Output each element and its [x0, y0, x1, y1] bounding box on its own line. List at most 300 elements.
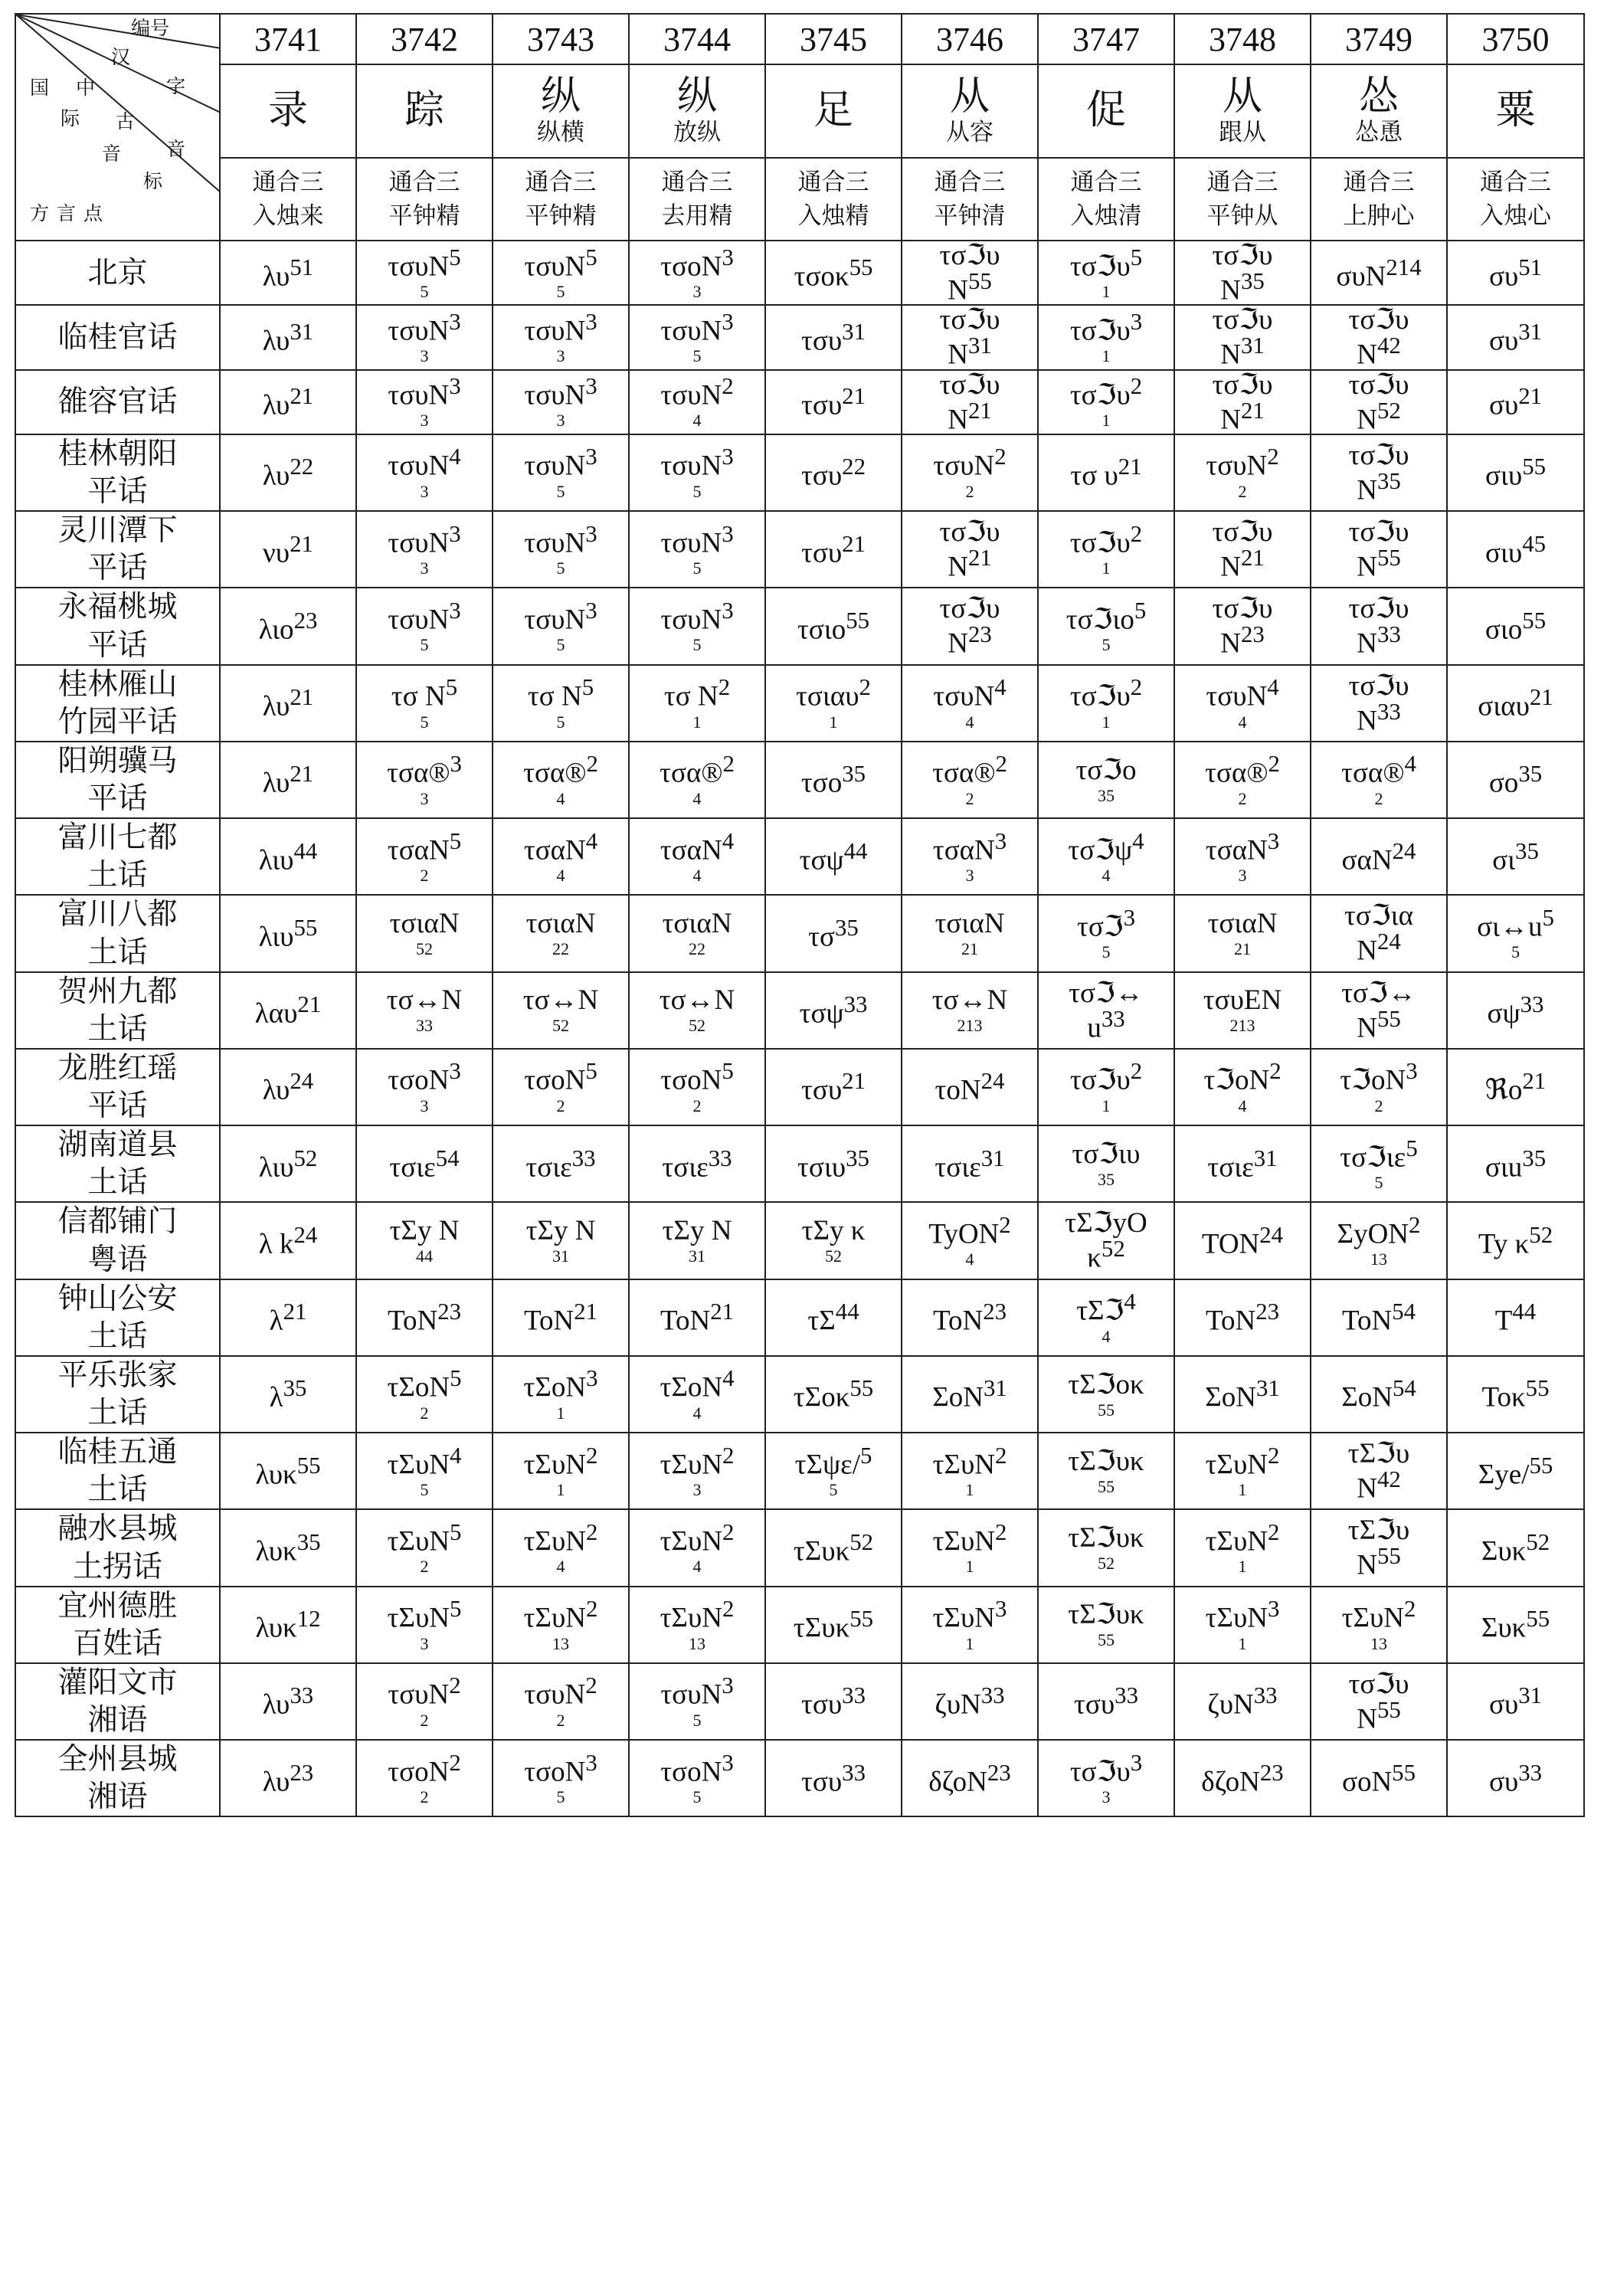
ipa-line [1175, 546, 1310, 581]
ipa-text: τσαN [932, 834, 995, 866]
ipa-line [630, 522, 764, 557]
ipa-cell [493, 370, 629, 434]
tone-subscript: 13 [1370, 1250, 1387, 1269]
tone-subscript: 4 [692, 1557, 702, 1577]
ipa-line [1175, 1060, 1310, 1094]
ipa-cell [356, 1356, 493, 1433]
tone-superscript: 4 [1124, 1289, 1136, 1315]
tone-subscript: 3 [1102, 1787, 1111, 1807]
location-line: 土话 [87, 935, 148, 969]
tone-subscript: 22 [552, 939, 569, 959]
tone-superscript: 5 [859, 1442, 872, 1469]
ipa-cell [765, 818, 902, 895]
tone-superscript: 23 [293, 607, 318, 634]
ipa-text: λυκ [255, 1612, 297, 1644]
ipa-cell [1447, 972, 1584, 1049]
tone-superscript: 3 [722, 597, 734, 624]
ipa-text: τσℑυ [1212, 304, 1273, 336]
mc-category: 通合三 [252, 168, 324, 195]
ipa-cell [1311, 305, 1447, 369]
tone-superscript: 55 [849, 1606, 874, 1633]
ipa-line [902, 270, 1037, 304]
tone-subscript: 4 [1238, 712, 1247, 732]
ipa-text: λυ [262, 767, 290, 799]
ipa-cell [1447, 1740, 1584, 1816]
mc-tone-initial: 入烛来 [252, 202, 324, 229]
char-gloss: 怂恿 [1355, 119, 1403, 146]
ipa-cell [1038, 1279, 1174, 1356]
tone-superscript: 4 [585, 827, 598, 854]
tone-subscript: 13 [1370, 1633, 1387, 1653]
han-character: 粟 [1495, 88, 1536, 133]
tone-superscript: 4 [1267, 674, 1279, 701]
ipa-line [630, 599, 764, 634]
table-row [15, 1049, 1584, 1125]
ipa-cell [356, 511, 493, 588]
tone-superscript: 44 [843, 837, 868, 864]
ipa-cell [220, 1740, 356, 1816]
ipa-cell [1311, 742, 1447, 818]
tone-subscript: 4 [692, 866, 702, 886]
ipa-text: τΣy N [525, 1215, 596, 1247]
tone-superscript: 55 [967, 268, 992, 294]
ipa-cell [356, 1279, 493, 1356]
ipa-cell [1311, 588, 1447, 664]
ipa-line [357, 246, 492, 280]
ipa-line [1448, 1223, 1583, 1258]
ipa-line [1175, 1518, 1310, 1557]
tone-subscript: 52 [416, 939, 433, 959]
ipa-text-wrap: N [1357, 1549, 1377, 1581]
ipa-cell [1174, 665, 1311, 742]
ipa-text: ΣoN [1205, 1381, 1256, 1413]
ipa-line [630, 1751, 764, 1786]
tone-subscript: 4 [1102, 866, 1111, 886]
tone-subscript: 5 [420, 712, 429, 732]
ipa-line [1311, 1466, 1446, 1505]
ipa-cell [1174, 1433, 1311, 1509]
ipa-cell [220, 1509, 356, 1586]
middle-chinese-cell [1447, 158, 1584, 241]
dialect-location [15, 241, 220, 305]
ipa-line [221, 1377, 355, 1411]
ipa-line [902, 1444, 1037, 1479]
tone-superscript: 52 [1376, 397, 1401, 424]
ipa-cell [902, 895, 1038, 971]
tone-superscript: 4 [449, 444, 461, 470]
ipa-line [630, 1672, 764, 1711]
ipa-cell [629, 1509, 765, 1586]
ipa-line [1311, 1515, 1446, 1547]
ipa-text: τσυN [524, 527, 586, 559]
tone-superscript: 35 [1522, 1145, 1547, 1171]
ipa-line [630, 445, 764, 480]
tone-superscript: 55 [846, 607, 870, 634]
tone-superscript: 21 [1240, 397, 1265, 424]
ipa-text: τσυN [660, 450, 722, 482]
ipa-line [902, 1069, 1037, 1104]
ipa-text: λιυ [258, 1151, 294, 1184]
ipa-line [493, 1597, 628, 1632]
ipa-cell [356, 895, 493, 971]
ipa-line [1175, 1444, 1310, 1479]
ipa-line [493, 909, 628, 938]
tone-superscript: 3 [722, 308, 734, 335]
ipa-line [766, 609, 901, 644]
ipa-line [630, 827, 764, 866]
ipa-cell [356, 305, 493, 369]
ipa-text: τσιαN [1207, 908, 1278, 940]
tone-superscript: 33 [1518, 1759, 1543, 1786]
ipa-cell [1038, 972, 1174, 1049]
han-character: 踪 [404, 88, 444, 133]
tone-superscript: 21 [842, 1068, 866, 1095]
ipa-line [493, 375, 628, 409]
tone-subscript: 1 [829, 712, 838, 732]
ipa-cell [1311, 1509, 1447, 1586]
location-line: 湘语 [87, 1780, 148, 1814]
tone-superscript: 3 [586, 1365, 598, 1392]
ipa-text: τΣυN [932, 1449, 996, 1481]
han-character: 从 [1222, 75, 1262, 120]
location-line: 永福桃城 [57, 591, 178, 624]
ipa-text: λ [269, 1381, 283, 1413]
ipa-cell [493, 1740, 629, 1816]
char-cell [356, 64, 493, 158]
ipa-text: τσαN [1205, 834, 1268, 866]
dialect-location [15, 1125, 220, 1202]
ipa-line [221, 1300, 355, 1335]
ipa-text: τσοN [388, 1064, 450, 1096]
tone-subscript: 1 [965, 1633, 974, 1653]
ipa-line [221, 686, 355, 720]
ipa-line [1448, 1682, 1583, 1721]
ipa-line [902, 368, 1037, 401]
ipa-text: συ [1488, 1766, 1519, 1798]
ipa-line [766, 1300, 901, 1335]
ipa-text: τσℑυ [1069, 250, 1131, 282]
ipa-line [766, 676, 901, 710]
tone-superscript: 2 [1404, 1596, 1416, 1623]
tone-superscript: 33 [1376, 698, 1401, 725]
ipa-text: ζυN [935, 1688, 981, 1721]
ipa-line [766, 1528, 901, 1567]
tone-superscript: 5 [1542, 904, 1554, 931]
han-character: 促 [1085, 88, 1126, 133]
han-character: 纵 [540, 75, 581, 120]
tone-subscript: 5 [420, 1480, 429, 1500]
ipa-text: τσℑ↔ [1341, 977, 1416, 1009]
tone-superscript: 45 [1522, 530, 1547, 557]
ipa-cell [1311, 434, 1447, 511]
tone-subscript: 5 [1102, 942, 1111, 962]
ipa-line [1175, 368, 1310, 401]
ipa-text: λυ [262, 260, 290, 292]
ipa-line [357, 445, 492, 480]
ipa-cell [629, 434, 765, 511]
ipa-text: τΣℑoκ [1068, 1368, 1144, 1400]
ipa-line [221, 1069, 355, 1104]
ipa-cell [1174, 1587, 1311, 1663]
tone-superscript: 31 [290, 318, 314, 345]
dialect-location [15, 1433, 220, 1509]
ipa-cell [765, 305, 902, 369]
ipa-text: τσα® [387, 757, 450, 789]
tone-superscript: 5 [450, 1596, 462, 1623]
tone-superscript: 2 [449, 1749, 461, 1776]
ipa-line [766, 320, 901, 355]
ipa-line [1448, 385, 1583, 419]
ipa-line [1448, 991, 1583, 1030]
ipa-line [630, 1300, 764, 1335]
corner-left-3: 际 [61, 109, 80, 129]
ipa-cell [765, 972, 902, 1049]
tone-subscript: 2 [1238, 788, 1247, 808]
ipa-text: TyON [928, 1218, 1000, 1250]
han-character: 纵 [676, 75, 717, 120]
ipa-text-wrap: N [1357, 1703, 1377, 1735]
ipa-text: τσℑυ [1069, 1064, 1131, 1096]
han-character: 怂 [1358, 75, 1399, 120]
mc-category: 通合三 [1206, 168, 1278, 195]
tone-superscript: 2 [995, 751, 1007, 778]
tone-superscript: 55 [1525, 1375, 1550, 1402]
ipa-cell [1447, 588, 1584, 664]
ipa-line [902, 1211, 1037, 1250]
ipa-text: τσαN [660, 834, 722, 866]
ipa-cell [493, 305, 629, 369]
ipa-line [221, 1454, 355, 1489]
ipa-text: τσυN [660, 315, 722, 347]
ipa-line [766, 916, 901, 951]
dialect-location [15, 588, 220, 664]
corner-diag-2: 字 [166, 77, 186, 97]
ipa-cell [1038, 588, 1174, 664]
ipa-text: σοN [1342, 1766, 1393, 1798]
ipa-cell [1174, 305, 1311, 369]
ipa-text: τσℑυ [939, 240, 1000, 271]
tone-superscript: 22 [842, 454, 866, 480]
ipa-text: τσιυ [797, 1151, 846, 1184]
table-row [15, 1356, 1584, 1433]
tone-superscript: 3 [1268, 1596, 1280, 1623]
tone-superscript: 3 [585, 520, 597, 547]
tone-superscript: 52 [849, 1528, 874, 1555]
ipa-line [1039, 979, 1174, 1007]
tone-superscript: 2 [859, 674, 871, 701]
tone-superscript: 3 [1130, 1749, 1143, 1776]
ipa-line [1039, 246, 1174, 280]
ipa-line [357, 984, 492, 1017]
tone-superscript: 5 [450, 1518, 462, 1545]
ipa-text: σιαυ [1478, 690, 1530, 722]
mc-category: 通合三 [1343, 168, 1415, 195]
mc-tone-initial: 平钟清 [934, 202, 1006, 229]
tone-superscript: 3 [585, 1749, 597, 1776]
ipa-text: τσℑυ [1069, 1756, 1131, 1788]
table-row [15, 818, 1584, 895]
tone-subscript: 3 [420, 1633, 429, 1653]
ipa-text: τσℑυ [939, 593, 1000, 625]
mc-category: 通合三 [797, 168, 869, 195]
location-line: 灌阳文市 [57, 1666, 178, 1699]
ipa-text: συ [1488, 389, 1519, 421]
tone-superscript: 21 [290, 761, 314, 788]
ipa-cell [220, 972, 356, 1049]
ipa-cell [1038, 370, 1174, 434]
location-line: 雒容官话 [57, 385, 178, 419]
tone-subscript: 4 [692, 788, 702, 808]
tone-superscript: 52 [1529, 1221, 1553, 1248]
ipa-cell [902, 1587, 1038, 1663]
ipa-text: σιυ [1485, 537, 1523, 569]
ipa-cell [220, 818, 356, 895]
ipa-line [357, 909, 492, 938]
ipa-line [357, 310, 492, 345]
ipa-line [902, 332, 1037, 371]
tone-superscript: 2 [722, 373, 734, 400]
tone-superscript: 2 [1267, 444, 1279, 470]
ipa-text: τΣoκ [793, 1381, 850, 1413]
tone-superscript: 55 [1376, 1543, 1401, 1570]
tone-subscript: 213 [957, 1016, 983, 1036]
ipa-text-wrap: N [1357, 403, 1377, 435]
tone-subscript: 1 [1238, 1480, 1247, 1500]
ipa-line [493, 1672, 628, 1711]
ipa-cell [902, 588, 1038, 664]
ipa-line [766, 1145, 901, 1184]
ipa-line [357, 1145, 492, 1184]
dialect-location [15, 305, 220, 369]
ipa-cell [902, 742, 1038, 818]
middle-chinese-cell [629, 158, 765, 241]
ipa-cell [1038, 742, 1174, 818]
tone-superscript: 31 [1518, 1682, 1543, 1709]
tone-subscript: 4 [1102, 1326, 1111, 1346]
char-number: 3746 [902, 14, 1038, 64]
ipa-text: τΣ [807, 1305, 836, 1337]
tone-superscript: 23 [290, 1759, 314, 1786]
tone-subscript: 2 [420, 866, 429, 886]
tone-superscript: 21 [1522, 1068, 1547, 1095]
ipa-text: σαN [1341, 844, 1393, 876]
table-row [15, 742, 1584, 818]
ipa-cell [902, 1740, 1038, 1816]
tone-subscript: 52 [689, 1016, 705, 1036]
ipa-line [493, 1217, 628, 1245]
ipa-cell [356, 1663, 493, 1740]
ipa-cell [1174, 972, 1311, 1049]
tone-subscript: 2 [420, 1710, 429, 1730]
ipa-text: σιυ [1485, 460, 1523, 492]
tone-superscript: 3 [585, 444, 597, 470]
ipa-text: τσαN [523, 834, 586, 866]
ipa-text: τΣℑυκ [1068, 1445, 1144, 1477]
tone-superscript: 3 [994, 827, 1007, 854]
ipa-cell [629, 1663, 765, 1740]
ipa-cell [1447, 1433, 1584, 1509]
ipa-line [357, 1672, 492, 1711]
ipa-line [1448, 256, 1583, 290]
ipa-cell [356, 434, 493, 511]
ipa-cell [1311, 1663, 1447, 1740]
tone-superscript: 24 [1392, 837, 1416, 864]
tone-superscript: 44 [1512, 1299, 1537, 1325]
location-line: 土话 [87, 859, 148, 893]
tone-superscript: 44 [835, 1299, 859, 1325]
ipa-line [902, 1682, 1037, 1721]
tone-subscript: 21 [1234, 939, 1251, 959]
tone-subscript: 4 [556, 866, 565, 886]
ipa-cell [1311, 1587, 1447, 1663]
ipa-line [1175, 1597, 1310, 1632]
tone-subscript: 5 [420, 635, 429, 655]
ipa-text: τσυN [524, 604, 586, 636]
ipa-line [357, 827, 492, 866]
ipa-cell [765, 1433, 902, 1509]
ipa-line [1175, 621, 1310, 660]
tone-superscript: 31 [980, 1145, 1005, 1171]
tone-superscript: 23 [967, 621, 992, 648]
ipa-text: τσιαυ [796, 680, 859, 712]
ipa-text: σιο [1485, 614, 1523, 646]
ipa-cell [220, 1356, 356, 1433]
ipa-text: τσ↔N [522, 984, 599, 1017]
ipa-text: τΣυN [387, 1602, 450, 1634]
tone-superscript: 44 [293, 837, 318, 864]
tone-superscript: 2 [586, 751, 598, 778]
ipa-cell [1311, 895, 1447, 971]
tone-superscript: 35 [1518, 761, 1543, 788]
ipa-cell [629, 1125, 765, 1202]
ipa-cell [629, 511, 765, 588]
dialect-table [15, 13, 1585, 1817]
ipa-cell [902, 1509, 1038, 1586]
ipa-text-wrap: N [1357, 1012, 1377, 1044]
location-line: 桂林朝阳 [57, 437, 178, 470]
tone-superscript: 3 [1267, 827, 1280, 854]
ipa-text: τΣy N [662, 1215, 732, 1247]
ipa-text: τΣυN [1205, 1449, 1268, 1481]
table-row [15, 665, 1584, 742]
ipa-line [1311, 546, 1446, 581]
ipa-line [357, 752, 492, 787]
ipa-text: τσ↔N [931, 984, 1008, 1017]
ipa-line [1311, 979, 1446, 1007]
ipa-line [221, 1761, 355, 1796]
tone-subscript: 3 [420, 481, 429, 501]
ipa-text: λιο [258, 614, 294, 646]
char-number: 3749 [1311, 14, 1447, 64]
ipa-text: λιυ [258, 921, 294, 953]
tone-superscript: 22 [290, 454, 314, 480]
ipa-text: συ [1488, 1688, 1519, 1721]
corner-left-4: 音 [102, 144, 122, 165]
ipa-text-wrap: N [1357, 627, 1377, 660]
ipa-text-wrap: N [1357, 551, 1377, 583]
ipa-line [221, 1145, 355, 1184]
ipa-line [1175, 241, 1310, 270]
tone-subscript: 2 [965, 788, 974, 808]
ipa-line [1448, 837, 1583, 876]
ipa-cell [629, 370, 765, 434]
table-row [15, 370, 1584, 434]
ipa-text: τσℑυ [1212, 368, 1273, 401]
corner-left-1: 国 [30, 78, 50, 99]
tone-superscript: 3 [449, 520, 461, 547]
ipa-cell [1447, 818, 1584, 895]
tone-superscript: 21 [710, 1299, 735, 1325]
